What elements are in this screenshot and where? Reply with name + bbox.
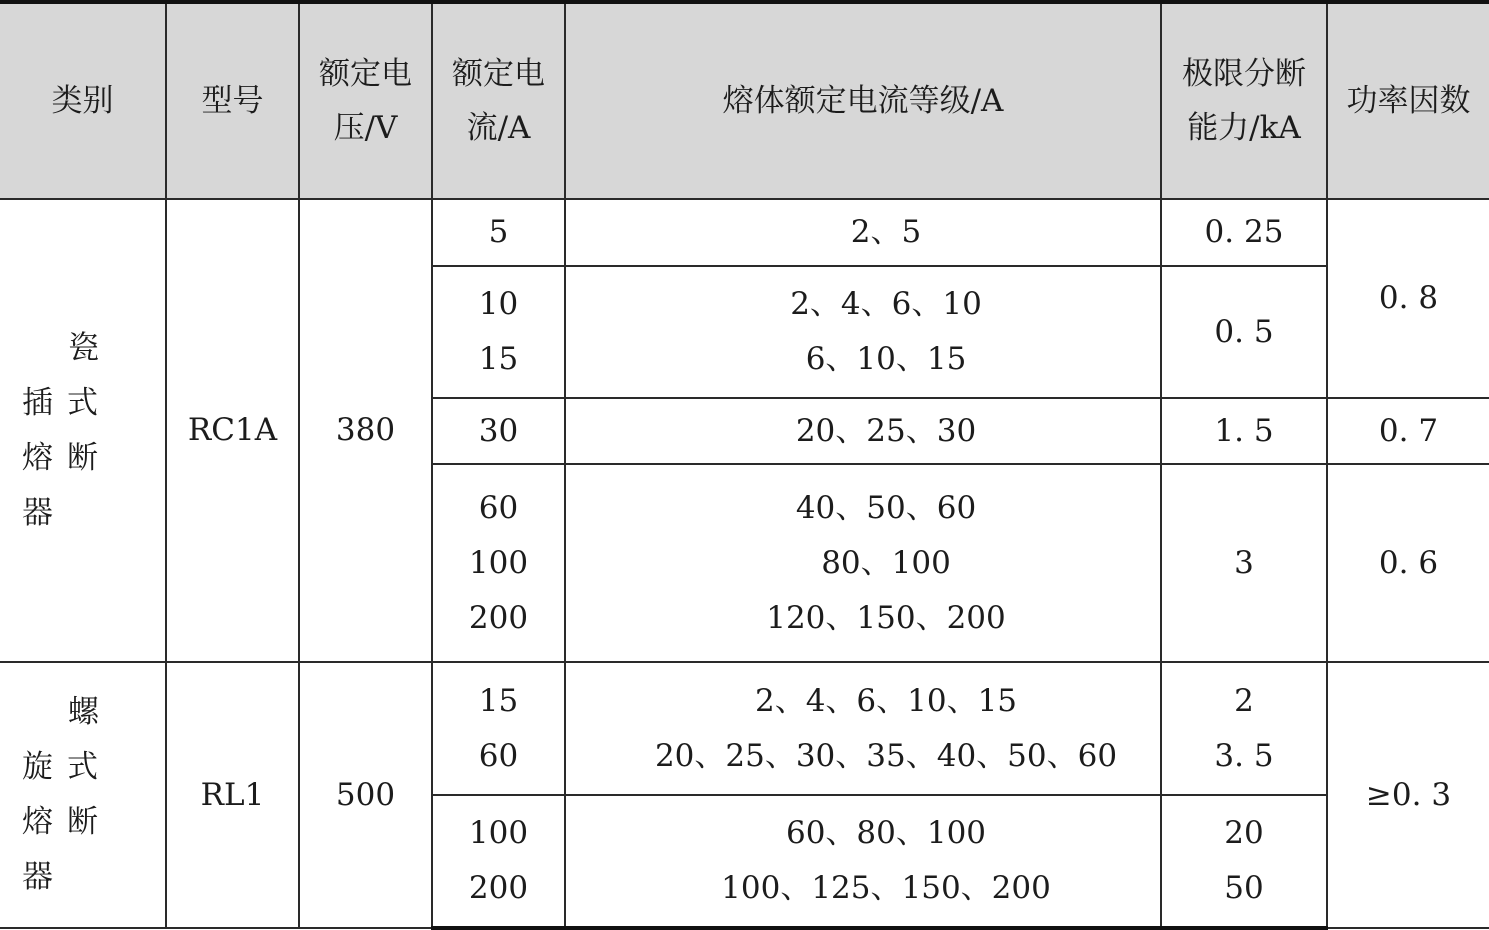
fuse-grades-cell: 2、5 <box>565 199 1161 266</box>
rated-voltage-cell: 500 <box>299 662 432 928</box>
header-breaking-capacity: 极限分断能力/kA <box>1161 2 1327 199</box>
table-row <box>0 662 1489 795</box>
header-model: 型号 <box>166 2 299 199</box>
rated-current-cell: 10 15 <box>432 266 565 398</box>
model-cell: RL1 <box>166 662 299 928</box>
power-factor-cell: 0. 8 <box>1327 199 1489 398</box>
breaking-capacity-cell: 1. 5 <box>1161 398 1327 464</box>
table-row <box>0 199 1489 266</box>
header-fuse-current-grades: 熔体额定电流等级/A <box>565 2 1161 199</box>
header-rated-voltage: 额定电压/V <box>299 2 432 199</box>
header-rated-current: 额定电流/A <box>432 2 565 199</box>
model-cell: RC1A <box>166 199 299 662</box>
breaking-capacity-cell: 2 3. 5 <box>1161 662 1327 795</box>
breaking-capacity-cell: 0. 25 <box>1161 199 1327 266</box>
power-factor-cell: 0. 7 <box>1327 398 1489 464</box>
header-category: 类别 <box>0 2 166 199</box>
rated-current-cell: 100 200 <box>432 795 565 928</box>
rated-current-cell: 15 60 <box>432 662 565 795</box>
breaking-capacity-cell: 0. 5 <box>1161 266 1327 398</box>
fuse-grades-cell: 40、50、60 80、100 120、150、200 <box>565 464 1161 662</box>
rated-current-cell: 60 100 200 <box>432 464 565 662</box>
rated-current-cell: 30 <box>432 398 565 464</box>
breaking-capacity-cell: 3 <box>1161 464 1327 662</box>
category-cell: 瓷插式熔断器 <box>0 199 166 662</box>
fuse-grades-cell: 60、80、100 100、125、150、200 <box>565 795 1161 928</box>
header-power-factor: 功率因数 <box>1327 2 1489 199</box>
fuse-grades-cell: 20、25、30 <box>565 398 1161 464</box>
breaking-capacity-cell: 20 50 <box>1161 795 1327 928</box>
fuse-grades-cell: 2、4、6、10、15 20、25、30、35、40、50、60 <box>565 662 1161 795</box>
fuse-grades-cell: 2、4、6、10 6、10、15 <box>565 266 1161 398</box>
rated-voltage-cell: 380 <box>299 199 432 662</box>
header-row <box>0 2 1489 199</box>
power-factor-cell: 0. 6 <box>1327 464 1489 662</box>
rated-current-cell: 5 <box>432 199 565 266</box>
power-factor-cell: ≥0. 3 <box>1327 662 1489 928</box>
category-cell: 螺旋式熔断器 <box>0 662 166 928</box>
